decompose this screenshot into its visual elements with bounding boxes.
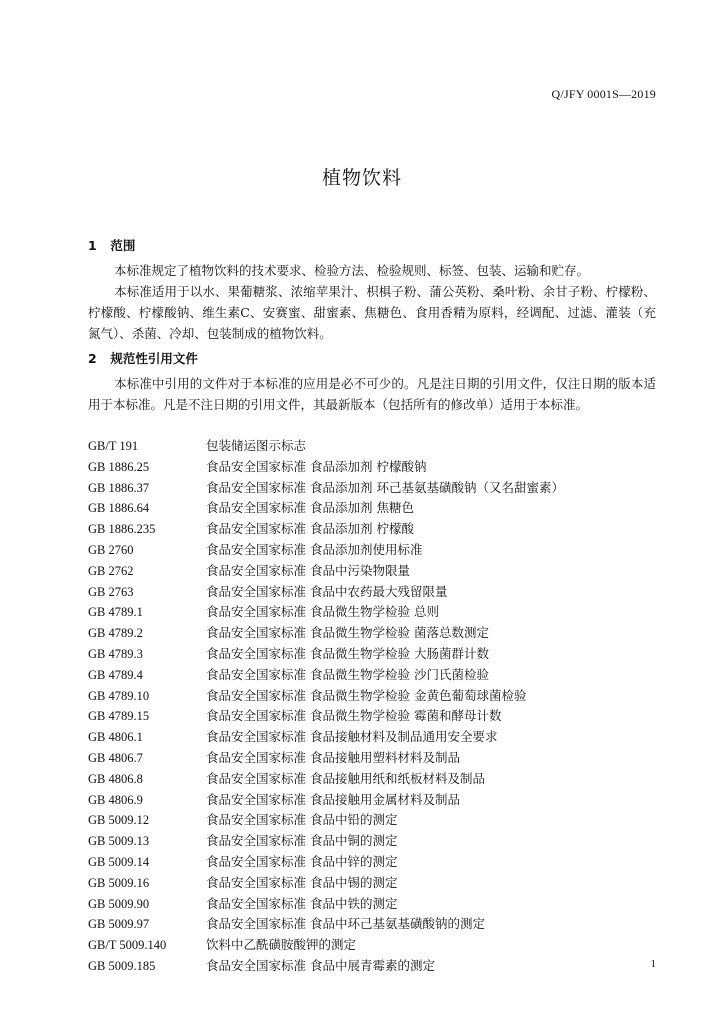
reference-title: 包装储运图示标志 (206, 438, 307, 453)
reference-code: GB 5009.14 (88, 854, 150, 869)
section-heading-normative-references (88, 349, 198, 367)
reference-item (88, 706, 658, 727)
page-title: 植物饮料 (321, 167, 402, 189)
reference-title: 饮料中乙酰磺胺酸钾的测定 (206, 937, 357, 953)
reference-code: GB 5009.90 (88, 896, 150, 911)
reference-code: GB 4789.10 (88, 688, 150, 703)
reference-title: 食品安全国家标准 食品中铅的测定 (206, 812, 398, 828)
reference-code: GB 4806.8 (88, 771, 143, 786)
reference-code: GB 5009.13 (88, 834, 150, 849)
reference-title: 食品安全国家标准 食品添加剂 柠檬酸钠 (206, 458, 427, 474)
reference-code: GB 1886.37 (88, 480, 150, 495)
reference-item (88, 769, 658, 790)
section-title: 范围 (110, 238, 136, 253)
reference-title: 食品安全国家标准 食品中展青霉素的测定 (206, 957, 435, 973)
reference-code: GB 4806.1 (88, 730, 143, 745)
reference-code: GB 1886.64 (88, 501, 150, 516)
reference-item (88, 873, 658, 894)
reference-list (88, 436, 658, 977)
reference-item (88, 457, 658, 478)
reference-item (88, 602, 658, 623)
reference-item (88, 436, 658, 457)
reference-code: GB 5009.16 (88, 875, 150, 890)
reference-item (88, 561, 658, 582)
reference-title: 食品安全国家标准 食品微生物学检验 总则 (206, 604, 439, 620)
reference-item (88, 935, 658, 956)
reference-code: GB 4789.2 (88, 626, 143, 641)
reference-code: GB 4789.15 (88, 709, 150, 724)
reference-code: GB 5009.97 (88, 917, 150, 932)
reference-code: GB/T 5009.140 (88, 938, 167, 953)
section-heading-scope (88, 236, 135, 254)
reference-code: GB 4789.3 (88, 646, 143, 661)
reference-title: 食品安全国家标准 食品微生物学检验 金黄色葡萄球菌检验 (206, 687, 527, 703)
reference-item (88, 790, 658, 811)
reference-item (88, 644, 658, 665)
scope-paragraph-2 (88, 281, 656, 344)
reference-title: 食品安全国家标准 食品接触用塑料材料及制品 (206, 749, 460, 765)
reference-item (88, 748, 658, 769)
reference-title: 食品安全国家标准 食品中锌的测定 (206, 853, 398, 869)
reference-title: 食品安全国家标准 食品中环己基氨基磺酸钠的测定 (206, 916, 485, 932)
reference-item (88, 686, 658, 707)
reference-code: GB/T 191 (88, 439, 139, 453)
reference-title: 食品安全国家标准 食品接触用金属材料及制品 (206, 791, 460, 807)
reference-code: GB 4789.1 (88, 605, 143, 620)
reference-code: GB 5009.185 (88, 958, 156, 973)
document-code: Q/JFY 0001S—2019 (551, 87, 656, 101)
scope-paragraph-1 (88, 260, 656, 281)
reference-code: GB 4789.4 (88, 667, 143, 682)
paragraph-text: 本标准规定了植物饮料的技术要求、检验方法、检验规则、标签、包装、运输和贮存。 (114, 263, 590, 278)
reference-item (88, 727, 658, 748)
reference-item (88, 914, 658, 935)
paragraph-text: 本标准适用于以水、果葡糖浆、浓缩苹果汁、枳椇子粉、蒲公英粉、桑叶粉、余甘子粉、柠檬粉、柠檬酸、柠檬酸钠、维生素C、安赛蜜、甜蜜素、焦糖色、食用香精为原料，经调配、过滤、灌装（充氮气）、杀菌、冷却、包装制成的植物饮料。 (88, 284, 656, 341)
reference-title: 食品安全国家标准 食品接触用纸和纸板材料及制品 (206, 770, 485, 786)
reference-code: GB 1886.25 (88, 459, 150, 474)
reference-title: 食品安全国家标准 食品中锡的测定 (206, 874, 398, 890)
section-number: 1 (88, 238, 97, 253)
reference-item (88, 810, 658, 831)
reference-item (88, 519, 658, 540)
reference-title: 食品安全国家标准 食品添加剂使用标准 (206, 541, 423, 557)
reference-title: 食品安全国家标准 食品添加剂 焦糖色 (206, 500, 414, 516)
reference-item (88, 894, 658, 915)
paragraph-text: 本标准中引用的文件对于本标准的应用是必不可少的。凡是注日期的引用文件，仅注日期的版本适用于本标准。凡是不注日期的引用文件，其最新版本（包括所有的修改单）适用于本标准。 (88, 376, 656, 412)
reference-code: GB 1886.235 (88, 522, 156, 537)
reference-code: GB 2763 (88, 584, 134, 599)
reference-item (88, 956, 658, 977)
section-title: 规范性引用文件 (110, 351, 198, 366)
reference-item (88, 478, 658, 499)
reference-title: 食品安全国家标准 食品中农药最大残留限量 (206, 583, 448, 599)
references-intro-paragraph (88, 373, 656, 415)
page-number: 1 (650, 958, 656, 970)
section-number: 2 (88, 351, 97, 366)
reference-code: GB 4806.9 (88, 792, 143, 807)
reference-code: GB 4806.7 (88, 750, 143, 765)
reference-title: 食品安全国家标准 食品中铜的测定 (206, 833, 398, 849)
reference-item (88, 852, 658, 873)
reference-item (88, 831, 658, 852)
reference-title: 食品安全国家标准 食品添加剂 柠檬酸 (206, 521, 414, 537)
reference-title: 食品安全国家标准 食品接触材料及制品通用安全要求 (206, 729, 498, 745)
reference-item (88, 623, 658, 644)
reference-item (88, 665, 658, 686)
reference-code: GB 5009.12 (88, 813, 150, 828)
reference-title: 食品安全国家标准 食品添加剂 环己基氨基磺酸钠（又名甜蜜素） (206, 479, 564, 495)
reference-item (88, 582, 658, 603)
reference-title: 食品安全国家标准 食品中铁的测定 (206, 895, 398, 911)
reference-code: GB 2762 (88, 563, 134, 578)
reference-title: 食品安全国家标准 食品微生物学检验 沙门氏菌检验 (206, 666, 489, 682)
reference-item (88, 540, 658, 561)
reference-item (88, 498, 658, 519)
reference-title: 食品安全国家标准 食品微生物学检验 大肠菌群计数 (206, 645, 489, 661)
reference-title: 食品安全国家标准 食品中污染物限量 (206, 562, 410, 578)
reference-title: 食品安全国家标准 食品微生物学检验 菌落总数测定 (206, 625, 489, 641)
reference-title: 食品安全国家标准 食品微生物学检验 霉菌和酵母计数 (206, 708, 502, 724)
reference-code: GB 2760 (88, 542, 134, 557)
